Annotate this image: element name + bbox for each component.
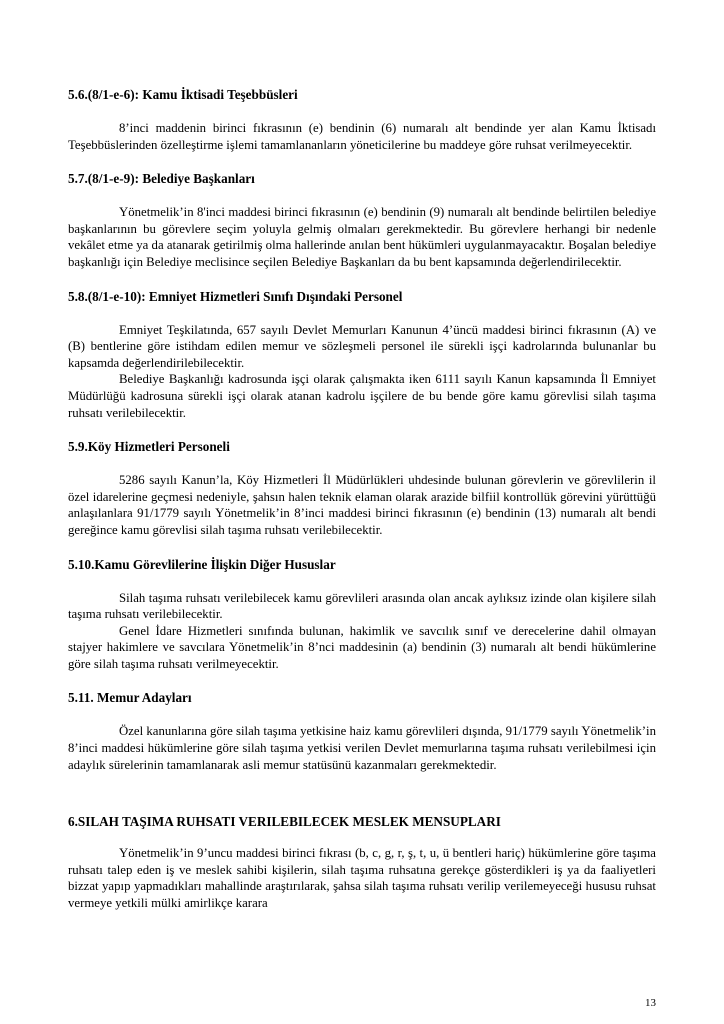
page-content [68, 86, 656, 912]
paragraph: Silah taşıma ruhsatı verilebilecek kamu görevlileri arasında olan ancak aylıksız izinde olan kişilere silah taşıma ruhsatı verilebilecektir. [68, 590, 656, 622]
paragraph: Yönetmelik’in 8'inci maddesi birinci fıkrasının (e) bendinin (9) numaralı alt bendinde belirtilen belediye başkanlarının bu görevlere seçim yoluyla gelmiş olmaları gerekmektedir. Bu görevlere herhangi bir nedenle vekâlet etme ya da atanarak getirilmiş olma hallerinde anılan bent hükümleri uygulanmayacaktır. Boşalan belediye başkanlığı için Belediye meclisince seçilen Belediye Başkanları da bu bent kapsamında değerlendirilecektir. [68, 205, 656, 269]
section-5-7 [68, 170, 656, 270]
section-heading: 5.11. Memur Adayları [68, 690, 192, 706]
paragraph: 8’inci maddenin birinci fıkrasının (e) bendinin (6) numaralı alt bendinde yer alan Kamu İktisadı Teşebbüslerinden özelleştirme işlemi tamamlananların yöneticilerine bu maddeye göre ruhsat verilmeyecektir. [68, 121, 656, 152]
section-heading: 5.9.Köy Hizmetleri Personeli [68, 439, 230, 455]
section-5-8 [68, 288, 656, 422]
section-5-11 [68, 689, 656, 773]
section-5-10 [68, 556, 656, 673]
page-number: 13 [645, 997, 656, 1009]
section-6 [68, 813, 656, 911]
paragraph: 5286 sayılı Kanun’la, Köy Hizmetleri İl Müdürlükleri uhdesinde bulunan görevlerin ve görevlilerin il özel idarelerine geçmesi nedeniyle, şahsın halen teknik elaman olarak arazide bilfiil kontrollük görevini yürüttüğü anlaşılanlara 91/1779 sayılı Yönetmelik’in 8’inci maddesi birinci fıkrasının (e) bendinin (13) numaralı alt bendi gereğince kamu görevlisi silah taşıma ruhsatı verilebilecektir. [68, 473, 656, 537]
paragraph: Belediye Başkanlığı kadrosunda işçi olarak çalışmakta iken 6111 sayılı Kanun kapsamında İl Emniyet Müdürlüğü kadrosuna sürekli işçi olarak atanan kadrolu işçilere de bu bende göre kamu görevlisi silah taşıma ruhsatı verilebilecektir. [68, 372, 656, 420]
section-heading: 6.SILAH TAŞIMA RUHSATI VERILEBILECEK MESLEK MENSUPLARI [68, 814, 501, 830]
section-5-6 [68, 86, 656, 153]
section-heading: 5.6.(8/1-e-6): Kamu İktisadi Teşebbüsleri [68, 87, 298, 102]
section-heading: 5.8.(8/1-e-10): Emniyet Hizmetleri Sınıfı Dışındaki Personel [68, 288, 403, 304]
section-5-9 [68, 438, 656, 538]
paragraph: Özel kanunlarına göre silah taşıma yetkisine haiz kamu görevlileri dışında, 91/1779 sayılı Yönetmelik’in 8’inci maddesi hükümlerine göre silah taşıma yetkisi verilen Devlet memurlarına taşıma ruhsatı verilebilmesi için adaylık sürelerinin tamamlanarak asli memur statüsünü kazanmaları gerekmektedir. [68, 724, 656, 772]
paragraph: Emniyet Teşkilatında, 657 sayılı Devlet Memurları Kanunun 4’üncü maddesi birinci fıkrasının (A) ve (B) bentlerine göre istihdam edilen memur ve sözleşmeli personel ile sürekli işçi kadrolarında bulunanlar bu kapsamda değerlendirilebilecektir. [68, 322, 656, 370]
section-heading: 5.10.Kamu Görevlilerine İlişkin Diğer Hususlar [68, 556, 336, 572]
paragraph: Yönetmelik’in 9’uncu maddesi birinci fıkrası (b, c, g, r, ş, t, u, ü bentleri hariç) hükümlerine göre taşıma ruhsatı talep eden iş ve meslek sahibi kişilerin, silah taşıma ruhsatına gerekçe gösterdikleri iş ya da faaliyetleri bizzat yapıp yapmadıkları mahallinde araştırılarak, şahsa silah taşıma ruhsatı verilip verilemeyeceği hususu ruhsat vermeye yetkili mülki amirlikçe karara [68, 846, 656, 911]
section-heading: 5.7.(8/1-e-9): Belediye Başkanları [68, 171, 255, 187]
paragraph: Genel İdare Hizmetleri sınıfında bulunan, hakimlik ve savcılık sınıf ve derecelerine dahil olmayan stajyer hakimlere ve savcılara Yönetmelik’in 8’nci maddesinin (a) bendinin (3) numaralı alt bendi hükümlerine göre silah taşıma ruhsatı verilmeyecektir. [68, 623, 656, 671]
